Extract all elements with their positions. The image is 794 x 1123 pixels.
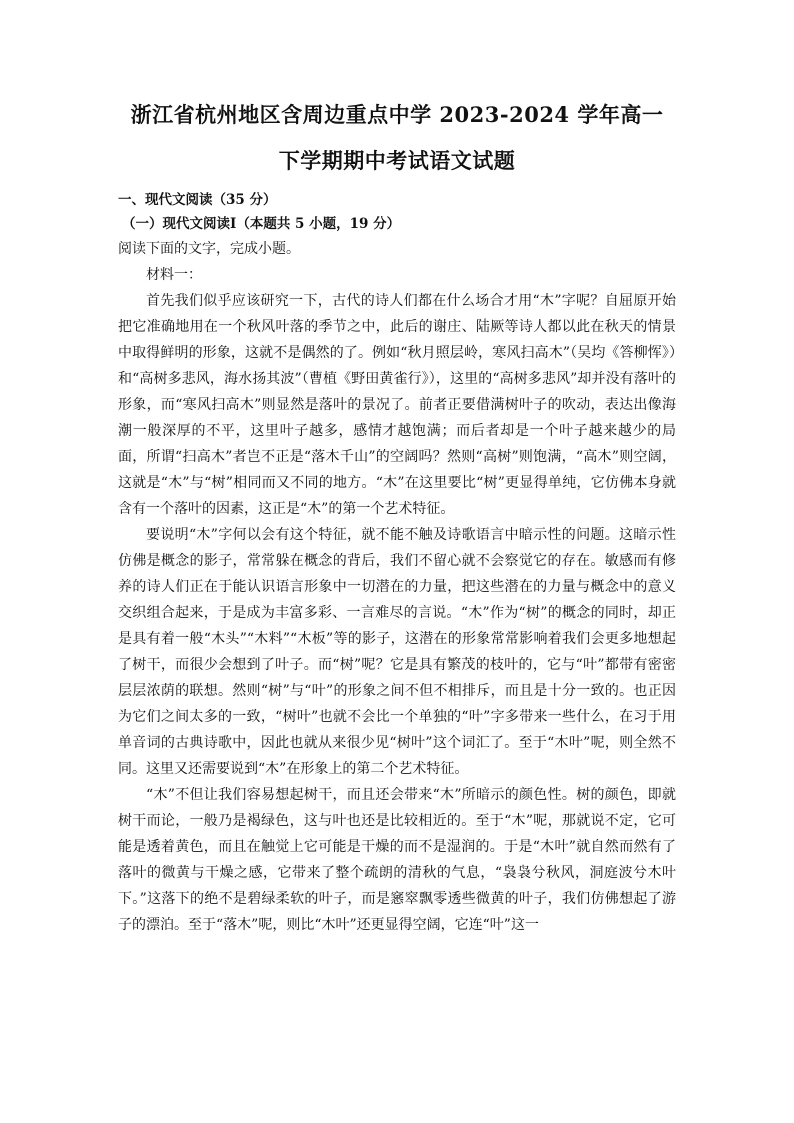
title-line-1: 浙江省杭州地区含周边重点中学 2023-2024 学年高一 <box>130 102 664 127</box>
reading-instruction: 阅读下面的文字，完成小题。 <box>118 241 300 257</box>
section-heading: 一、现代文阅读（35 分） <box>118 192 277 208</box>
paragraph-2: 要说明“木”字何以会有这个特征，就不能不触及诗歌语言中暗示性的问题。这暗示性仿佛是概念的影子，常常躲在概念的背后，我们不留心就不会察觉它的存在。敏感而有修养的诗人们正在于能认识语言形象中一切潜在的力量，把这些潜在的力量与概念中的意义交织组合起来，于是成为丰富多彩、一言难尽的言说。“木”作为“树”的概念的同时，却正是具有着一般“木头”“木料”“木板”等的影子，这潜在的形象常常影响着我们会更多地想起了树干，而很少会想到了叶子。而“树”呢？它是具有繁茂的枝叶的，它与“叶”都带有密密层层浓荫的联想。然则“树”与“叶”的形象之间不但不相排斥，而且是十分一致的。也正因为它们之间太多的一致，“树叶”也就不会比一个单独的“叶”字多带来一些什么，在习于用单音词的古典诗歌中，因此也就从来很少见“树叶”这个词汇了。至于“木叶”呢，则全然不同。这里又还需要说到“木”在形象上的第二个艺术特征。 <box>118 527 676 777</box>
paragraph-1: 首先我们似乎应该研究一下，古代的诗人们都在什么场合才用“木”字呢？自屈原开始把它准确地用在一个秋风叶落的季节之中，此后的谢庄、陆厥等诗人都以此在秋天的情景中取得鲜明的形象，这就不是偶然的了。例如“秋月照层岭，寒风扫高木”（吴均《答柳恽》）和“高树多悲风，海水扬其波”（曹植《野田黄雀行》），这里的“高树多悲风”却并没有落叶的形象，而“寒风扫高木”则显然是落叶的景况了。前者正要借满树叶子的吹动，表达出像海潮一般深厚的不平，这里叶子越多，感情才越饱满；而后者却是一个叶子越来越少的局面，所谓“扫高木”者岂不正是“落木千山”的空阔吗？然则“高树”则饱满，“高木”则空阔，这就是“木”与“树”相同而又不同的地方。“木”在这里要比“树”更显得单纯，它仿佛本身就含有一个落叶的因素，这正是“木”的第一个艺术特征。 <box>118 293 676 517</box>
subsection-heading: （一）现代文阅读Ⅰ（本题共 5 小题，19 分） <box>122 216 401 232</box>
paragraph-3: “木”不但让我们容易想起树干，而且还会带来“木”所暗示的颜色性。树的颜色，即就树干而论，一般乃是褐绿色，这与叶也还是比较相近的。至于“木”呢，那就说不定，它可能是透着黄色，而且在触觉上它可能是干燥的而不是湿润的。于是“木叶”就自然而然有了落叶的微黄与干燥之感，它带来了整个疏朗的清秋的气息，“袅袅兮秋风，洞庭波兮木叶下。”这落下的绝不是碧绿柔软的叶子，而是窸窣飘零透些微黄的叶子，我们仿佛想起了游子的漂泊。至于“落木”呢，则比“木叶”还更显得空阔，它连“叶”这一 <box>118 787 676 933</box>
exam-title <box>118 96 676 180</box>
material-label: 材料一： <box>146 267 202 283</box>
title-line-2: 下学期期中考试语文试题 <box>278 148 516 173</box>
